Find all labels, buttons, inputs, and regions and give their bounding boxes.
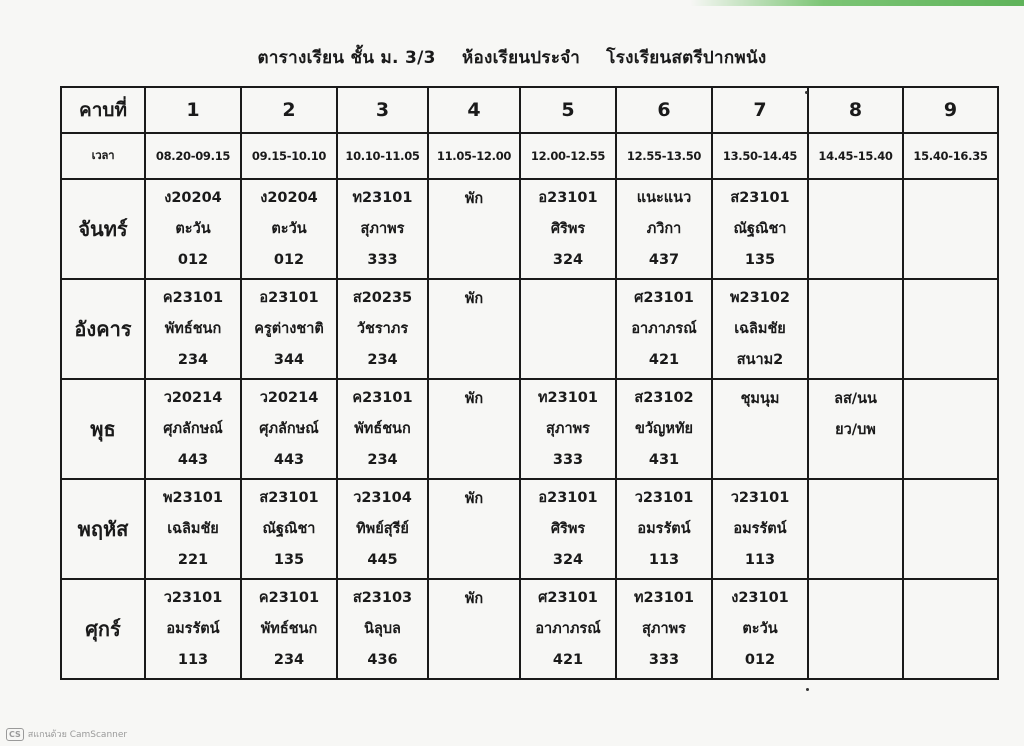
day-row xyxy=(61,479,998,579)
time-slot: 09.15-10.10 xyxy=(241,133,337,179)
subject-code: ว23104 xyxy=(353,489,412,506)
teacher-name: อมรรัตน์ xyxy=(637,520,691,537)
teacher-name: ขวัญหทัย xyxy=(634,420,694,437)
empty-cell xyxy=(903,479,998,579)
room-number: 234 xyxy=(177,351,209,368)
teacher-name: ครูต่างชาติ xyxy=(254,320,324,337)
teacher-name: อาภาภรณ์ xyxy=(535,620,601,637)
subject-code: ส23101 xyxy=(259,489,319,506)
scan-speck xyxy=(806,688,809,691)
schedule-cell xyxy=(520,479,616,579)
teacher-name: อมรรัตน์ xyxy=(733,520,787,537)
subject-code: ท23101 xyxy=(352,189,413,206)
schedule-cell xyxy=(428,179,520,279)
time-slot: 14.45-15.40 xyxy=(808,133,903,179)
room-number: 437 xyxy=(648,251,680,268)
subject-code: พัก xyxy=(464,291,484,307)
teacher-name: สุภาพร xyxy=(642,620,686,637)
empty-cell xyxy=(903,579,998,679)
subject-code: พัก xyxy=(464,591,484,607)
schedule-cell xyxy=(337,179,428,279)
teacher-name: ตะวัน xyxy=(271,220,307,237)
time-slot: 12.55-13.50 xyxy=(616,133,712,179)
scanner-watermark xyxy=(6,727,127,741)
subject-code: ส23102 xyxy=(634,389,694,406)
subject-code: อ23101 xyxy=(538,189,598,206)
scan-speck xyxy=(805,91,808,94)
empty-cell xyxy=(808,579,903,679)
period-number: 4 xyxy=(428,87,520,133)
room-number: 113 xyxy=(648,551,680,568)
teacher-name: ตะวัน xyxy=(742,620,778,637)
time-header-row xyxy=(61,133,998,179)
room-number: 443 xyxy=(273,451,305,468)
schedule-cell xyxy=(616,379,712,479)
subject-code: ค23101 xyxy=(352,389,413,406)
subject-code: ศ23101 xyxy=(538,589,598,606)
teacher-name: ณัฐณิชา xyxy=(733,220,787,237)
schedule-cell xyxy=(241,379,337,479)
subject-code: ค23101 xyxy=(162,289,224,306)
page-title xyxy=(0,44,1024,71)
subject-code: อ23101 xyxy=(259,289,319,306)
subject-code: แนะแนว xyxy=(636,189,692,206)
period-number: 6 xyxy=(616,87,712,133)
room-number: 431 xyxy=(648,451,680,468)
period-number: 3 xyxy=(337,87,428,133)
schedule-cell xyxy=(712,179,808,279)
room-number: 113 xyxy=(744,551,776,568)
empty-cell xyxy=(808,479,903,579)
room-number: 421 xyxy=(552,651,584,668)
schedule-cell xyxy=(616,579,712,679)
subject-code: ว23101 xyxy=(163,589,223,606)
schedule-cell xyxy=(337,379,428,479)
day-name: ศุกร์ xyxy=(61,579,145,679)
time-slot: 15.40-16.35 xyxy=(903,133,998,179)
schedule-cell xyxy=(712,279,808,379)
subject-code: พัก xyxy=(464,191,484,207)
teacher-name: ศุภลักษณ์ xyxy=(259,420,319,437)
day-row xyxy=(61,279,998,379)
teacher-name: พัทธ์ชนก xyxy=(164,320,222,337)
period-number: 7 xyxy=(712,87,808,133)
room-number: 443 xyxy=(177,451,209,468)
teacher-name: เฉลิมชัย xyxy=(734,320,786,337)
schedule-cell xyxy=(241,579,337,679)
teacher-name: พัทธ์ชนก xyxy=(260,620,318,637)
subject-code: ส20235 xyxy=(352,289,413,306)
room-number: 344 xyxy=(273,351,305,368)
teacher-name: ทิพย์สุรีย์ xyxy=(356,520,409,537)
subject-code: ว20214 xyxy=(163,389,223,406)
room-number: 445 xyxy=(367,551,398,568)
day-row xyxy=(61,379,998,479)
empty-cell xyxy=(903,179,998,279)
room-number: 324 xyxy=(552,251,584,268)
camscanner-icon: CS xyxy=(6,728,24,741)
schedule-cell xyxy=(337,479,428,579)
subject-code: ท23101 xyxy=(537,389,598,406)
schedule-cell xyxy=(712,579,808,679)
schedule-cell xyxy=(241,279,337,379)
teacher-name: อาภาภรณ์ xyxy=(631,320,697,337)
schedule-table xyxy=(60,86,999,680)
teacher-name: สุภาพร xyxy=(360,220,405,237)
teacher-name: เฉลิมชัย xyxy=(167,520,219,537)
subject-code: พัก xyxy=(464,391,484,407)
teacher-name: อมรรัตน์ xyxy=(166,620,220,637)
schedule-cell xyxy=(712,479,808,579)
time-slot: 11.05-12.00 xyxy=(428,133,520,179)
subject-code: พ23102 xyxy=(729,289,790,306)
day-row xyxy=(61,179,998,279)
period-number: 8 xyxy=(808,87,903,133)
subject-code: ง20204 xyxy=(260,189,318,206)
teacher-name: ณัฐณิชา xyxy=(262,520,316,537)
schedule-cell xyxy=(520,579,616,679)
empty-cell xyxy=(903,379,998,479)
schedule-cell xyxy=(145,479,241,579)
room-number: 333 xyxy=(648,651,680,668)
time-slot: 12.00-12.55 xyxy=(520,133,616,179)
schedule-cell xyxy=(428,379,520,479)
teacher-name: ศิริพร xyxy=(550,220,586,237)
schedule-cell xyxy=(520,379,616,479)
room-number: 113 xyxy=(177,651,209,668)
teacher-name: ภวิกา xyxy=(646,220,682,237)
subject-code: ศ23101 xyxy=(634,289,694,306)
subject-code: ชุมนุม xyxy=(740,391,780,407)
day-name: พฤหัส xyxy=(61,479,145,579)
subject-code: ว20214 xyxy=(259,389,319,406)
subject-code: ง23101 xyxy=(731,589,789,606)
room-number: 333 xyxy=(367,251,398,268)
room-number: 421 xyxy=(648,351,680,368)
schedule-cell xyxy=(616,179,712,279)
schedule-cell xyxy=(712,379,808,479)
schedule-cell xyxy=(616,479,712,579)
schedule-cell xyxy=(241,179,337,279)
day-name: พุธ xyxy=(61,379,145,479)
teacher-name: สุภาพร xyxy=(546,420,590,437)
subject-code: ลส/นน xyxy=(834,391,877,407)
teacher-name: ศิริพร xyxy=(550,520,586,537)
subject-code: ส23101 xyxy=(730,189,790,206)
day-name: อังคาร xyxy=(61,279,145,379)
time-slot: 13.50-14.45 xyxy=(712,133,808,179)
subject-code: ว23101 xyxy=(730,489,790,506)
empty-cell xyxy=(903,279,998,379)
teacher-name: ศุภลักษณ์ xyxy=(163,420,223,437)
room-number: 012 xyxy=(177,251,209,268)
watermark-text: สแกนด้วย CamScanner xyxy=(27,730,128,740)
empty-cell xyxy=(808,179,903,279)
subject-code: ส23103 xyxy=(352,589,413,606)
day-row xyxy=(61,579,998,679)
schedule-cell xyxy=(428,579,520,679)
schedule-cell xyxy=(145,579,241,679)
period-number: 2 xyxy=(241,87,337,133)
time-label: เวลา xyxy=(61,133,145,179)
room-number: 234 xyxy=(367,451,398,468)
subject-code: ท23101 xyxy=(633,589,694,606)
subject-code: พ23101 xyxy=(162,489,223,506)
time-slot: 08.20-09.15 xyxy=(145,133,241,179)
teacher-name: วัชราภร xyxy=(356,320,409,337)
time-slot: 10.10-11.05 xyxy=(337,133,428,179)
schedule-cell xyxy=(428,479,520,579)
period-header-row xyxy=(61,87,998,133)
schedule-cell xyxy=(145,379,241,479)
subject-code: ง20204 xyxy=(164,189,222,206)
title-school: โรงเรียนสตรีปากพนัง xyxy=(606,48,767,68)
room-number: 234 xyxy=(367,351,398,368)
teacher-name: นิลุบล xyxy=(364,620,401,637)
period-number: 1 xyxy=(145,87,241,133)
period-number: 9 xyxy=(903,87,998,133)
schedule-cell xyxy=(145,279,241,379)
room-number: 012 xyxy=(273,251,305,268)
period-number: 5 xyxy=(520,87,616,133)
schedule-cell xyxy=(616,279,712,379)
empty-cell xyxy=(520,279,616,379)
room-number: 324 xyxy=(552,551,584,568)
subject-code: พัก xyxy=(464,491,484,507)
subject-code: ว23101 xyxy=(634,489,694,506)
title-homeroom: ห้องเรียนประจำ xyxy=(461,48,581,68)
empty-cell xyxy=(808,279,903,379)
room-number: 333 xyxy=(552,451,584,468)
room-number: 135 xyxy=(273,551,305,568)
period-label: คาบที่ xyxy=(61,87,145,133)
room-number: 221 xyxy=(177,551,209,568)
title-class: ตารางเรียน ชั้น ม. 3/3 xyxy=(257,48,436,68)
room-number: 436 xyxy=(367,651,398,668)
schedule-cell xyxy=(520,179,616,279)
schedule-cell xyxy=(145,179,241,279)
teacher-name: ยว/บพ xyxy=(835,422,876,438)
room-number: 234 xyxy=(273,651,305,668)
schedule-cell xyxy=(428,279,520,379)
room-number: สนาม2 xyxy=(736,351,784,368)
top-green-strip xyxy=(690,0,1024,6)
schedule-cell xyxy=(337,579,428,679)
room-number: 012 xyxy=(744,651,776,668)
day-name: จันทร์ xyxy=(61,179,145,279)
subject-code: อ23101 xyxy=(538,489,598,506)
schedule-cell xyxy=(337,279,428,379)
schedule-cell xyxy=(241,479,337,579)
schedule-cell xyxy=(808,379,903,479)
room-number: 135 xyxy=(744,251,776,268)
subject-code: ค23101 xyxy=(258,589,320,606)
teacher-name: พัทธ์ชนก xyxy=(354,420,411,437)
teacher-name: ตะวัน xyxy=(175,220,211,237)
